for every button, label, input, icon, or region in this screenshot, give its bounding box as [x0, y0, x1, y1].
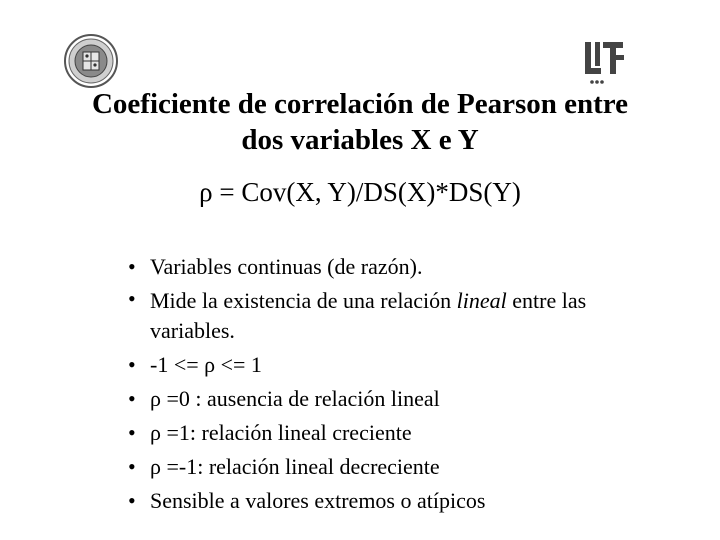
bullet-item — [128, 348, 668, 382]
university-seal-icon — [64, 34, 118, 88]
bullet-marker: • — [128, 420, 136, 445]
title-line-1: Coeficiente de correlación de Pearson entre — [91, 88, 629, 120]
department-logo — [583, 38, 635, 88]
bullet-text-continued: entre las variables. — [150, 288, 587, 343]
title-line-2: dos variables X e Y — [241, 124, 479, 156]
bullet-text: Variables continuas (de razón). — [150, 254, 423, 279]
department-logo-icon — [583, 38, 635, 88]
bullet-marker: • — [128, 488, 136, 513]
bullet-marker: • — [128, 254, 136, 279]
pearson-formula: ρ = Cov(X, Y)/DS(X)*DS(Y) — [199, 177, 521, 207]
bullet-text: ρ =-1: relación lineal decreciente — [150, 454, 440, 479]
bullet-marker: • — [128, 286, 136, 311]
slide-title — [40, 86, 680, 158]
bullet-list — [128, 250, 668, 518]
bullet-item — [128, 382, 668, 416]
bullet-item — [128, 484, 668, 518]
bullet-item — [128, 450, 668, 484]
university-seal-logo — [64, 34, 118, 88]
bullet-text: Mide la existencia de una relación — [150, 288, 457, 313]
bullet-item — [128, 284, 668, 348]
bullet-text: ρ =0 : ausencia de relación lineal — [150, 386, 440, 411]
bullet-marker: • — [128, 386, 136, 411]
bullet-marker: • — [128, 454, 136, 479]
bullet-text: Sensible a valores extremos o atípicos — [150, 488, 486, 513]
bullet-item — [128, 250, 668, 284]
bullet-item — [128, 416, 668, 450]
bullet-emphasis: lineal — [456, 288, 507, 313]
bullet-marker: • — [128, 352, 136, 377]
bullet-text: ρ =1: relación lineal creciente — [150, 420, 412, 445]
bullet-text: -1 <= ρ <= 1 — [150, 352, 262, 377]
